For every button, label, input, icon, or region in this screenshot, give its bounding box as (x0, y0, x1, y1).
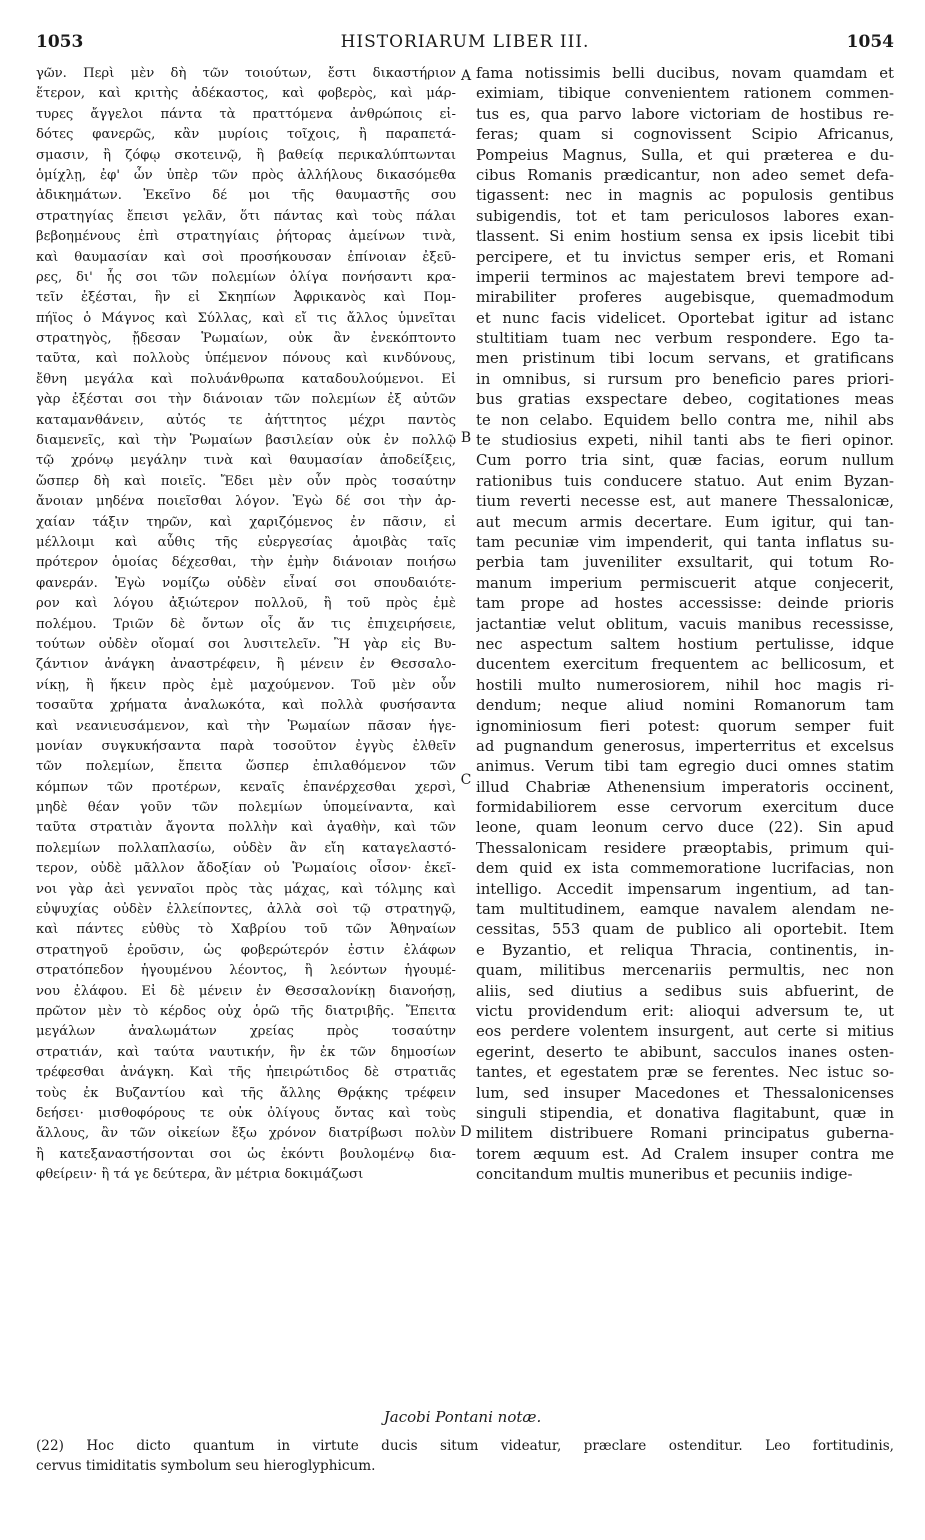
margin-letter-c: C (460, 772, 472, 788)
greek-text-line: πήϊος ὁ Μάγνος καὶ Σύλλας, καὶ εἴ τις ἄλλος ὑμνεῖται (36, 310, 456, 326)
greek-text-line: ἄνοιαν μηδένα ποιεῖσθαι λόγον. Ἐγὼ δέ σοι τὴν ἀρ- (36, 494, 456, 510)
greek-text-line: ρες, δι' ἧς σοι τῶν πολεμίων ὀλίγα πονήσαντι κρα- (36, 269, 456, 285)
latin-text-line: dendum; neque aliud nomini Romanorum tam (476, 697, 894, 715)
latin-text-line: rationibus tuis conducere statuo. Aut enim Byzan- (476, 472, 894, 490)
latin-text-line: ad pugnandum generosus, imperterritus et excelsus (476, 737, 894, 755)
greek-text-line: τερον, οὐδὲ μᾶλλον ἄδοξίαν οὐ Ῥωμαίοις οἶσον· ἐκεῖ- (36, 861, 456, 877)
latin-text-line: eximiam, tibique convenientem rationem commen- (476, 85, 894, 103)
greek-text-line: τοσαῦτα χρήματα ἀναλωκότα, καὶ πολλὰ φυσήσαντα (36, 698, 456, 714)
greek-text-line: διαμενεῖς, καὶ τὴν Ῥωμαίων βασιλείαν οὐκ ἐν πολλῷ (36, 433, 456, 449)
greek-text-line: γὰρ ἐξέσται σοι τὴν διάνοιαν τῶν πολεμίων ἐξ αὐτῶν (36, 392, 456, 408)
greek-text-line: καὶ θαυμασίαν καὶ σοὶ προσήκουσαν ἐπίνοιαν ἐξεῦ- (36, 249, 456, 265)
greek-text-line: ρον καὶ λόγου ἀξιώτερον πολλοῦ, ἢ τοῦ πρὸς ἐμὲ (36, 596, 456, 612)
greek-text-line: πρότερον ὁμοίας δέχεσθαι, τὴν ἐμὴν διάνοιαν ποιήσω (36, 555, 456, 571)
latin-text-line: fama notissimis belli ducibus, novam quamdam et (476, 65, 894, 82)
latin-text-line: tium reverti necesse est, aut manere Thessalonicæ, (476, 493, 894, 511)
margin-letter-d: D (460, 1124, 472, 1140)
latin-text-line: perbia tam juveniliter exsultarit, qui totum Ro- (476, 554, 894, 572)
running-title: HISTORIARUM LIBER III. (340, 32, 590, 52)
greek-text-line: μηδὲ θέαν γοῦν τῶν πολεμίων ὑπομείναντα, καὶ (36, 800, 456, 816)
latin-text-line: percipere, et tu invictus semper eris, et Romani (476, 248, 894, 266)
greek-text-line: ταῦτα στρατιὰν ἄγοντα πολλὴν καὶ ἀγαθὴν, καὶ τῶν (36, 820, 456, 836)
greek-text-line: ἔθνη μεγάλα καὶ πολυάνθρωπα καταδουλούμενοι. Εἰ (36, 371, 456, 387)
notes-title: Jacobi Pontani notæ. (383, 1408, 542, 1426)
latin-text-line: subigendis, tot et tam periculosos labores exan- (476, 207, 894, 225)
greek-text-line: τεῖν ἐξέσται, ἣν εἰ Σκηπίων Ἀφρικανὸς καὶ Πομ- (36, 290, 456, 306)
greek-text-line: πολέμου. Τριῶν δὲ ὄντων οἷς ἄν τις ἐπιχειρήσειε, (36, 616, 456, 632)
latin-text-line: lum, sed insuper Macedones et Thessalonicenses (476, 1084, 894, 1102)
note-text-1: (22) Hoc dicto quantum in virtute ducis situm videatur, præclare ostenditur. Leo fortitudinis, (36, 1438, 894, 1454)
greek-text-column (36, 64, 456, 1394)
latin-text-line: torem æquum est. Ad Cralem insuper contra me (476, 1145, 894, 1163)
greek-text-line: σμασιν, ἢ ζόφῳ σκοτεινῷ, ἢ βαθείᾳ περικαλύπτωνται (36, 147, 456, 163)
greek-text-line: τοὺς ἐκ Βυζαντίου καὶ τῆς ἄλλης Θρᾴκης τρέφειν (36, 1085, 456, 1101)
greek-text-line: τῶν πολεμίων, ἔπειτα ὥσπερ ἐπιλαθόμενον τῶν (36, 759, 456, 775)
greek-text-line: τῷ χρόνῳ μεγάλην τινὰ καὶ θαυμασίαν ἀποδείξεις, (36, 453, 456, 469)
greek-text-line: καὶ πάντες εὐθὺς τὸ Χαβρίου τοῦ τῶν Ἀθηναίων (36, 922, 456, 938)
greek-text-line: ζάντιον ἀνάγκη ἀναστρέφειν, ἢ μένειν ἐν Θεσσαλο- (36, 657, 456, 673)
latin-text-line: mirabiliter proferes augebisque, quemadmodum (476, 289, 894, 307)
latin-text-line: tam multitudinem, eamque navalem alendam ne- (476, 901, 894, 919)
latin-text-line: bus gratias exspectare debeo, cogitationes meas (476, 391, 894, 409)
latin-text-line: in omnibus, si rursum pro beneficio pares priori- (476, 370, 894, 388)
note-line-1 (36, 1436, 894, 1456)
margin-letter-b: B (460, 430, 472, 446)
latin-text-line: men pristinum tibi locum servans, et gratificans (476, 350, 894, 368)
greek-text-line: ἀδικημάτων. Ἐκεῖνο δέ μοι τῆς θαυμαστῆς σου (36, 188, 456, 204)
latin-text-line: feras; quam si cognovissent Scipio Africanus, (476, 126, 894, 144)
greek-text-line: ἄλλους, ἂν τῶν οἰκείων ἔξω χρόνον διατρίβωσι πολὺν (36, 1126, 456, 1142)
greek-text-line: μέλλοιμι καὶ αὖθις τῆς εὐεργεσίας ἀμοιβὰς ταῖς (36, 534, 456, 550)
greek-text-line: τρέφεσθαι ἀνάγκη. Καὶ τῆς ἠπειρώτιδος δὲ στρατιᾶς (36, 1065, 456, 1081)
greek-text-line: νου ἐλάφου. Εἰ δὲ μένειν ἐν Θεσσαλονίκῃ διανοήσῃ, (36, 983, 456, 999)
greek-text-line: ἕτερον, καὶ κριτὴς ἀδέκαστος, καὶ φοβερὸς, καὶ μάρ- (36, 86, 456, 102)
latin-text-line: cibus Romanis prædicantur, non adeo semet defa- (476, 166, 894, 184)
greek-text-line: δότες φανερῶς, κἂν μυρίοις τοῖχοις, ἢ παραπετά- (36, 127, 456, 143)
latin-text-line: animus. Verum tibi tam egregio duci omnes statim (476, 758, 894, 776)
greek-text-line: πρῶτον μὲν τὸ κέρδος οὐχ ὁρῶ τῆς διατριβῆς. Ἔπειτα (36, 1003, 456, 1019)
margin-letter-a: A (460, 68, 472, 84)
greek-text-line: μονίαν συγκυκήσαντα παρὰ τοσοῦτον ἐγγὺς ἐλθεῖν (36, 738, 456, 754)
latin-text-line: ignominiosum fieri potest: quorum semper fuit (476, 717, 894, 735)
greek-text-line: εὐψυχίας οὐδὲν ἐλλείποντες, ἀλλὰ σοὶ τῷ στρατηγῷ, (36, 902, 456, 918)
greek-text-line: γῶν. Περὶ μὲν δὴ τῶν τοιούτων, ἔστι δικαστήριον (36, 66, 456, 81)
note-line-2 (36, 1456, 894, 1476)
page-number-right: 1054 (846, 32, 894, 52)
greek-text-line: ὥσπερ δὴ καὶ ποιεῖς. Ἔδει μὲν οὖν πρὸς τοσαύτην (36, 473, 456, 489)
latin-text-line: aliis, sed diutius a sedibus suis abfuerint, de (476, 982, 894, 1000)
latin-text-line: imperii terminos ac majestatem brevi tempore ad- (476, 268, 894, 286)
latin-text-line: dem quid ex ista commemoratione lucrifacias, non (476, 860, 894, 878)
latin-text-line: et nunc facis videlicet. Oportebat igitur ad istanc (476, 309, 894, 327)
latin-text-line: hostili multo numerosiorem, nihil hoc magis ri- (476, 676, 894, 694)
latin-text-line: te non celabo. Equidem bello contra me, nihil abs (476, 411, 894, 429)
greek-text-line: στρατιάν, καὶ ταύτα ναυτικήν, ἣν ἐκ τῶν δημοσίων (36, 1044, 456, 1060)
greek-text-line: χαίαν τάξιν τηρῶν, καὶ χαριζόμενος ἐν πᾶσιν, εἰ (36, 514, 456, 530)
latin-text-line: tlassent. Si enim hostium sensa ex ipsis licebit tibi (476, 228, 894, 246)
greek-text-line: στρατηγὸς, ᾔδεσαν Ῥωμαίων, οὐκ ἂν ἐνεκόπτοντο (36, 331, 456, 347)
page-header (36, 32, 894, 58)
latin-text-line: tam prope ad hostes accessisse: deinde prioris (476, 595, 894, 613)
latin-text-line: tigassent: nec in magnis ac populosis gentibus (476, 187, 894, 205)
note-text-2: cervus timiditatis symbolum seu hieroglyphicum. (36, 1458, 376, 1474)
latin-text-line: egerint, deserto te abibunt, sacculos inanes osten- (476, 1043, 894, 1061)
latin-text-line: tam pecuniæ vim impenderit, qui tanta inflatus su- (476, 533, 894, 551)
latin-text-line: illud Chabriæ Athenensium imperatoris occinent, (476, 778, 894, 796)
greek-text-line: στρατηγίας ἔπεισι γελᾶν, ὅτι πάντας καὶ τοὺς πάλαι (36, 208, 456, 224)
greek-text-line: πολεμίων πολλαπλασίω, οὐδὲν ἂν εἴη καταγελαστό- (36, 840, 456, 856)
greek-text-line: ἢ κατεξαναστήσονται σοι ὡς ἑκόντι βουλομένῳ δια- (36, 1146, 456, 1162)
latin-text-line: cessitas, 553 quam de publico ali oportebit. Item (476, 921, 894, 939)
greek-text-line: βεβοημένους ἐπὶ στρατηγίαις ῥήτορας ἀμείνων τινὰ, (36, 229, 456, 245)
latin-text-line: militem distribuere Romani principatus guberna- (476, 1125, 894, 1143)
greek-text-line: φθείρειν· ἢ τά γε δεύτερα, ἂν μέτρια δοκιμάζωσι (36, 1167, 364, 1183)
latin-text-line: singuli stipendia, et donativa flagitabunt, quæ in (476, 1104, 894, 1122)
latin-text-line: quam, militibus mercenariis permultis, nec non (476, 962, 894, 980)
greek-text-line: καταμανθάνειν, αὐτός τε ἀήττητος μέχρι παντὸς (36, 412, 456, 428)
latin-text-line: e Byzantio, et reliqua Thracia, continentis, in- (476, 941, 894, 959)
latin-text-line: tus es, qua parvo labore victoriam de hostibus re- (476, 105, 894, 123)
latin-text-line: aut mecum armis decertare. Eum igitur, qui tan- (476, 513, 894, 531)
latin-text-line: Thessalonicam residere præoptabis, primum qui- (476, 839, 894, 857)
latin-text-line: Cum porro tria sint, quæ facias, eorum nullum (476, 452, 894, 470)
greek-text-line: τούτων οὐδὲν οἴομαί σοι λυσιτελεῖν. Ἢ γὰρ εἰς Βυ- (36, 636, 456, 652)
greek-text-line: κόμπων τῶν προτέρων, κεναῖς ἐπανέρχεσθαι χερσὶ, (36, 779, 456, 795)
greek-text-line: δεήσει· μισθοφόρους τε οὐκ ὀλίγους ὄντας καὶ τοὺς (36, 1105, 456, 1121)
greek-text-line: ὁμίχλῃ, ἐφ' ὧν ὑπὲρ τῶν πρὸς ἀλλήλους δικασόμεθα (36, 167, 456, 183)
latin-text-line: nec aspectum saltem hostium pertulisse, idque (476, 635, 894, 653)
latin-text-line: concitandum multis muneribus et pecuniis indige- (476, 1166, 853, 1184)
page-number-left: 1053 (36, 32, 84, 52)
greek-text-line: τυρες ἄγγελοι πάντα τὰ πραττόμενα ἀνθρώποις εἰ- (36, 106, 456, 122)
latin-text-line: eos perdere volentem insurgent, aut certe si mitius (476, 1023, 894, 1041)
latin-text-line: manum imperium permiscuerit atque conjecerit, (476, 574, 894, 592)
latin-text-line: tantes, et egestatem præ se ferentes. Nec istuc so- (476, 1064, 894, 1082)
greek-text-line: φανεράν. Ἐγὼ νομίζω οὐδὲν εἶναί σοι σπουδαιότε- (36, 575, 456, 591)
latin-text-line: victu providendum erit: alioqui adversum te, ut (476, 1002, 894, 1020)
greek-text-line: νοι γὰρ ἀεὶ γενναῖοι πρὸς τὰς μάχας, καὶ τόλμης καὶ (36, 881, 456, 897)
greek-text-line: στρατόπεδον ἡγουμένου λέοντος, ἢ λεόντων ἡγουμέ- (36, 963, 456, 979)
latin-text-line: stultitiam tuam nec verbum respondere. Ego ta- (476, 330, 894, 348)
greek-text-line: μεγάλων ἀναλωμάτων χρείας πρὸς τοσαύτην (36, 1024, 456, 1040)
latin-text-line: intelligo. Accedit impensarum ingentium, ad tan- (476, 880, 894, 898)
greek-text-line: νίκῃ, ἢ ἥκειν πρὸς ἐμὲ μαχούμενον. Τοῦ μὲν οὖν (36, 677, 456, 693)
latin-text-line: Pompeius Magnus, Sulla, et qui præterea e du- (476, 146, 894, 164)
latin-text-line: leone, quam leonum cervo duce (22). Sin apud (476, 819, 894, 837)
latin-text-line: formidabiliorem esse cervorum exercitum duce (476, 799, 894, 817)
greek-text-line: στρατηγοῦ ἐροῦσιν, ὡς φοβερώτερόν ἐστιν ἐλάφων (36, 942, 456, 958)
latin-text-line: ducentem exercitum frequentem ac bellicosum, et (476, 656, 894, 674)
latin-text-line: te studiosius expeti, nihil tanti abs te fieri opinor. (476, 432, 894, 450)
latin-text-line: jactantiæ velut oblitum, vacuis manibus recessisse, (476, 615, 894, 633)
greek-text-line: ταῦτα, καὶ πολλοὺς ὑπέμενον πόνους καὶ κινδύνους, (36, 351, 456, 367)
latin-text-column (476, 64, 894, 1394)
greek-text-line: καὶ νεανιευσάμενον, καὶ τὴν Ῥωμαίων πᾶσαν ἡγε- (36, 718, 456, 734)
